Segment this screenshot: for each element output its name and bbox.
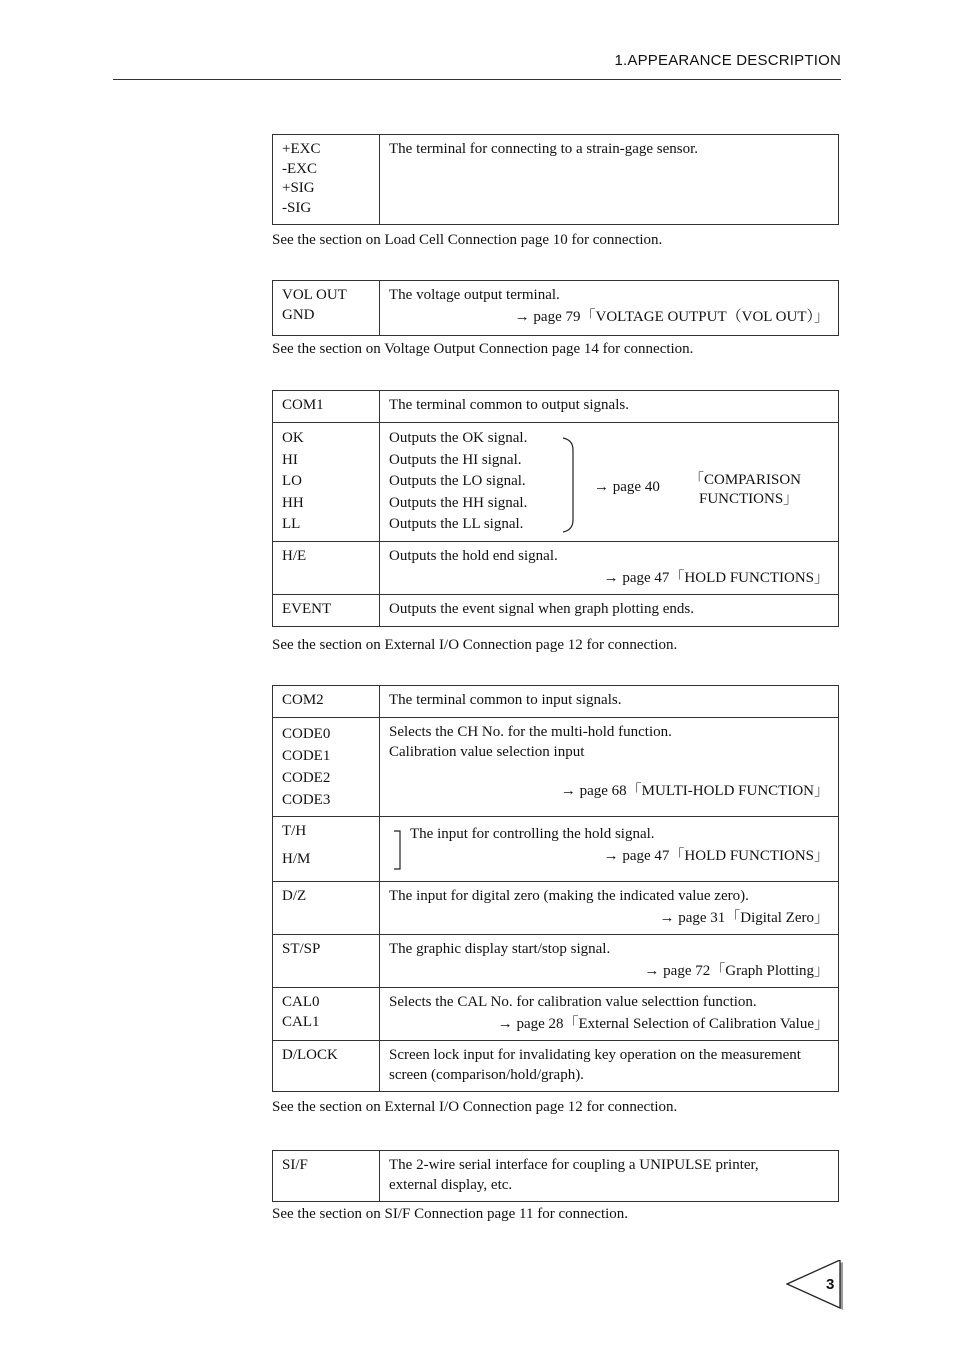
table-row: [273, 935, 839, 988]
description-text: Selects the CH No. for the multi-hold function.: [389, 724, 672, 740]
terminal-label: GND: [282, 306, 315, 323]
table-row: [273, 882, 839, 935]
terminal-label: VOL OUT: [282, 287, 347, 303]
terminal-cell: [273, 718, 380, 817]
description-text: Outputs the LL signal.: [389, 516, 524, 532]
terminal-label: +EXC: [282, 141, 321, 157]
description-cell: [380, 882, 839, 935]
description-cell: Outputs the event signal when graph plotting ends.: [380, 595, 839, 627]
terminal-label: CAL0: [282, 994, 320, 1010]
description-text: The input for digital zero (making the indicated value zero).: [389, 888, 749, 904]
terminal-label: OK: [282, 430, 304, 446]
page-reference: → page 68「MULTI-HOLD FUNCTION」: [560, 783, 829, 799]
terminal-cell: H/E: [273, 542, 380, 595]
terminal-cell: D/LOCK: [273, 1041, 380, 1092]
table-row: [273, 423, 839, 542]
description-cell: [380, 718, 839, 817]
header-rule: [113, 79, 841, 80]
comparison-descriptions: [389, 428, 527, 536]
description-cell: [380, 817, 839, 882]
page-reference: → page 47「HOLD FUNCTIONS」: [603, 847, 829, 864]
table-row: [273, 391, 839, 423]
table-voltage-output: [272, 280, 839, 336]
description-text: Outputs the HI signal.: [389, 451, 522, 468]
table-row: [273, 686, 839, 718]
terminal-cell: COM1: [273, 391, 380, 423]
table-row: [273, 542, 839, 595]
terminal-cell: [273, 135, 380, 225]
reference-title-line: FUNCTIONS」: [699, 491, 799, 507]
description-cell: [380, 988, 839, 1041]
terminal-label: CODE3: [282, 792, 331, 808]
description-cell: [380, 281, 839, 336]
table-input-signals: [272, 685, 839, 1092]
terminal-label: H/M: [282, 850, 311, 867]
description-text: Outputs the LO signal.: [389, 473, 526, 489]
reference-title: [689, 471, 801, 509]
terminal-cell: D/Z: [273, 882, 380, 935]
page-reference: → page 47「HOLD FUNCTIONS」: [603, 569, 829, 586]
terminal-cell: [273, 423, 380, 542]
description-text: Screen lock input for invalidating key operation on the measurement: [389, 1047, 801, 1063]
header-title: 1.APPEARANCE DESCRIPTION: [614, 52, 841, 69]
table-row: [273, 988, 839, 1041]
description-text: screen (comparison/hold/graph).: [389, 1066, 584, 1083]
page-reference: → page 79「VOLTAGE OUTPUT（VOL OUT）」: [514, 308, 829, 325]
terminal-label: -SIG: [282, 199, 312, 216]
connection-note: See the section on External I/O Connection page 12 for connection.: [272, 1099, 678, 1115]
table-row: [273, 718, 839, 817]
table-serial-interface: [272, 1150, 839, 1202]
right-brace-icon: [561, 436, 577, 534]
table-output-signals: [272, 390, 839, 627]
description-text: The voltage output terminal.: [389, 287, 560, 303]
connection-note: See the section on External I/O Connection page 12 for connection.: [272, 637, 678, 653]
reference-title-line: 「COMPARISON: [689, 472, 801, 488]
terminal-cell: [273, 281, 380, 336]
terminal-label: -EXC: [282, 160, 317, 177]
bracket-icon: [393, 830, 401, 870]
description-cell: [380, 1151, 839, 1202]
page-number: 3: [826, 1276, 835, 1293]
description-text: The terminal for connecting to a strain-gage sensor.: [389, 141, 699, 157]
terminal-label: HI: [282, 451, 298, 468]
page-number-tab: [786, 1260, 848, 1314]
hold-signal-group: [389, 822, 829, 866]
description-cell: The terminal common to input signals.: [380, 686, 839, 718]
connection-note: See the section on Voltage Output Connection page 14 for connection.: [272, 341, 694, 357]
description-text: The graphic display start/stop signal.: [389, 941, 611, 957]
terminal-cell: COM2: [273, 686, 380, 718]
page-reference: → page 31「Digital Zero」: [659, 909, 829, 926]
terminal-label: CODE2: [282, 770, 331, 786]
description-cell: [380, 1041, 839, 1092]
terminal-cell: ST/SP: [273, 935, 380, 988]
page-tab-triangle-icon: [786, 1260, 848, 1314]
terminal-label: CODE1: [282, 748, 331, 764]
terminal-label: T/H: [282, 823, 307, 839]
terminal-label: LL: [282, 516, 301, 532]
description-text: Calibration value selection input: [389, 743, 585, 760]
description-text: The 2-wire serial interface for coupling a UNIPULSE printer,: [389, 1157, 759, 1173]
description-text: Outputs the hold end signal.: [389, 548, 558, 564]
table-row: [273, 595, 839, 627]
description-cell: [380, 423, 839, 542]
table-load-cell: [272, 134, 839, 225]
description-cell: The terminal common to output signals.: [380, 391, 839, 423]
page-reference: → page 40: [594, 479, 660, 495]
table-row: [273, 817, 839, 882]
table-row: [273, 1041, 839, 1092]
table-row: [273, 135, 839, 225]
terminal-cell: EVENT: [273, 595, 380, 627]
terminal-label: LO: [282, 473, 302, 489]
table-row: [273, 281, 839, 336]
connection-note: See the section on SI/F Connection page 11 for connection.: [272, 1206, 629, 1222]
description-text: Outputs the OK signal.: [389, 430, 528, 446]
comparison-group: [389, 428, 829, 536]
description-text: Selects the CAL No. for calibration value selecttion function.: [389, 994, 757, 1010]
terminal-cell: [273, 817, 380, 882]
description-text: Outputs the HH signal.: [389, 494, 528, 511]
terminal-cell: [273, 988, 380, 1041]
terminal-cell: SI/F: [273, 1151, 380, 1202]
connection-note: See the section on Load Cell Connection page 10 for connection.: [272, 232, 663, 248]
terminal-label: HH: [282, 494, 304, 511]
page-reference: → page 72「Graph Plotting」: [644, 962, 829, 979]
terminal-label: +SIG: [282, 180, 315, 196]
description-text: The input for controlling the hold signal.: [410, 826, 655, 842]
terminal-label: CAL1: [282, 1013, 320, 1030]
page-reference: → page 28「External Selection of Calibration Value」: [497, 1015, 829, 1032]
description-text: external display, etc.: [389, 1176, 513, 1193]
table-row: [273, 1151, 839, 1202]
description-cell: [380, 542, 839, 595]
description-cell: [380, 935, 839, 988]
terminal-label: CODE0: [282, 726, 331, 742]
description-cell: [380, 135, 839, 225]
